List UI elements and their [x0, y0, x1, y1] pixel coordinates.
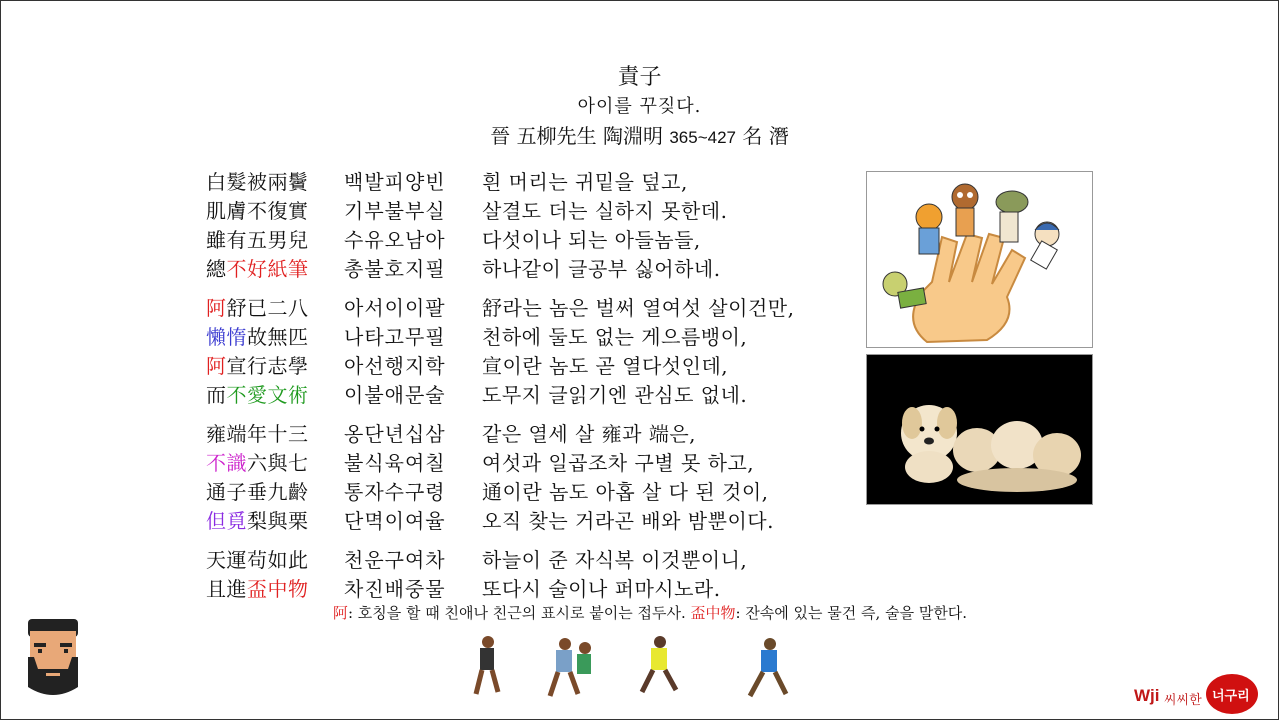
- hanja-segment: 六與七: [247, 451, 309, 475]
- hanja-segment: 通子垂九齡: [206, 480, 309, 504]
- hanja-segment: 白髮被兩鬢: [206, 170, 309, 194]
- korean-translation: 살결도 더는 실하지 못한데.: [482, 199, 728, 223]
- hanja-segment: 不愛文術: [226, 383, 309, 407]
- hanja-text: [206, 197, 309, 226]
- hanja-segment: 不識: [206, 451, 247, 475]
- hanja-segment: 且進: [206, 577, 247, 601]
- korean-translation: 하나같이 글공부 싫어하네.: [482, 257, 721, 281]
- author-given-name: 名 潛: [742, 124, 789, 148]
- footnote: [0, 602, 1279, 623]
- hanja-segment: 雖有五男兒: [206, 228, 309, 252]
- hangul-reading: 총불호지필: [344, 257, 446, 281]
- korean-translation: 오직 찾는 거라곤 배와 밤뿐이다.: [482, 509, 774, 533]
- hanja-segment: 盃中物: [247, 577, 309, 601]
- hanja-segment: 天運茍如此: [206, 548, 309, 572]
- hanja-segment: 阿: [206, 354, 227, 378]
- poem-title: 責子: [617, 65, 662, 90]
- footnote-term: 阿: [332, 604, 348, 622]
- hangul-reading: 수유오남아: [344, 228, 446, 252]
- footnote-term: 盃中物: [690, 604, 736, 622]
- hanja-segment: 懶惰: [206, 325, 247, 349]
- author-name: 晉 五柳先生 陶淵明: [490, 124, 663, 148]
- korean-translation: 천하에 둘도 없는 게으름뱅이,: [482, 325, 748, 349]
- korean-translation: 通이란 놈도 아홉 살 다 된 것이,: [482, 480, 769, 504]
- logo-prefix: Wji: [1134, 686, 1160, 705]
- hangul-reading: 차진배중물: [344, 577, 446, 601]
- hangul-reading: 옹단년십삼: [344, 422, 446, 446]
- hanja-text: [206, 352, 309, 381]
- channel-logo: [1132, 672, 1272, 718]
- puppies-image: [866, 354, 1093, 505]
- hangul-reading: 단멱이여율: [344, 509, 446, 533]
- running-athletes-icon: [470, 632, 790, 716]
- hanja-text: [206, 507, 309, 536]
- korean-translation: 여섯과 일곱조차 구별 못 하고,: [482, 451, 755, 475]
- korean-translation: 宣이란 놈도 곧 열다섯인데,: [482, 354, 729, 378]
- korean-translation: 하늘이 준 자식복 이것뿐이니,: [482, 548, 748, 572]
- hangul-reading: 기부불부실: [344, 199, 446, 223]
- hanja-text: [206, 255, 309, 284]
- hanja-text: [206, 420, 309, 449]
- footnote-definition: : 잔속에 있는 물건 즉, 술을 말한다.: [735, 604, 968, 622]
- poem-subtitle: 아이를 꾸짖다.: [577, 96, 702, 117]
- author-dates: 365~427: [669, 128, 736, 147]
- hanja-text: [206, 575, 309, 604]
- hanja-segment: 肌膚不復實: [206, 199, 309, 223]
- finger-puppets-image: [866, 171, 1093, 348]
- korean-translation: 舒라는 놈은 벌써 열여섯 살이건만,: [482, 296, 795, 320]
- hanja-segment: 而: [206, 383, 227, 407]
- hanja-segment: 阿: [206, 296, 227, 320]
- hanja-segment: 宣行志學: [226, 354, 309, 378]
- poem-author: [0, 120, 1279, 149]
- hanja-text: [206, 381, 309, 410]
- hanja-text: [206, 168, 309, 197]
- korean-translation: 도무지 글읽기엔 관심도 없네.: [482, 383, 748, 407]
- bearded-man-avatar-icon: [24, 617, 82, 701]
- hangul-reading: 불식육여칠: [344, 451, 446, 475]
- hanja-segment: 梨與栗: [247, 509, 309, 533]
- hangul-reading: 이불애문술: [344, 383, 446, 407]
- hangul-reading: 백발피양빈: [344, 170, 446, 194]
- hangul-reading: 통자수구령: [344, 480, 446, 504]
- hanja-segment: 雍端年十三: [206, 422, 309, 446]
- korean-translation: 흰 머리는 귀밑을 덮고,: [482, 170, 688, 194]
- hanja-segment: 舒已二八: [226, 296, 309, 320]
- logo-text: 씨씨한: [1164, 693, 1202, 708]
- hanja-text: [206, 294, 309, 323]
- hangul-reading: 나타고무필: [344, 325, 446, 349]
- korean-translation: 같은 열세 살 雍과 端은,: [482, 422, 697, 446]
- hanja-segment: 但覓: [206, 509, 247, 533]
- hanja-text: [206, 449, 309, 478]
- korean-translation: 또다시 술이나 퍼마시노라.: [482, 577, 721, 601]
- hangul-reading: 아선행지학: [344, 354, 446, 378]
- logo-badge-text: 너구리: [1212, 689, 1250, 704]
- hanja-segment: 總: [206, 257, 227, 281]
- hanja-text: [206, 323, 309, 352]
- hanja-segment: 不好紙筆: [226, 257, 309, 281]
- puppet-icon: [916, 204, 942, 254]
- hangul-reading: 천운구여차: [344, 548, 446, 572]
- hangul-reading: 아서이이팔: [344, 296, 446, 320]
- hanja-text: [206, 226, 309, 255]
- footnote-definition: : 호칭을 할 때 친애나 친근의 표시로 붙이는 접두사.: [347, 604, 691, 622]
- hanja-segment: 故無匹: [247, 325, 309, 349]
- logo-badge: [1206, 674, 1258, 714]
- korean-translation: 다섯이나 되는 아들놈들,: [482, 228, 701, 252]
- hanja-text: [206, 478, 309, 507]
- hanja-text: [206, 546, 309, 575]
